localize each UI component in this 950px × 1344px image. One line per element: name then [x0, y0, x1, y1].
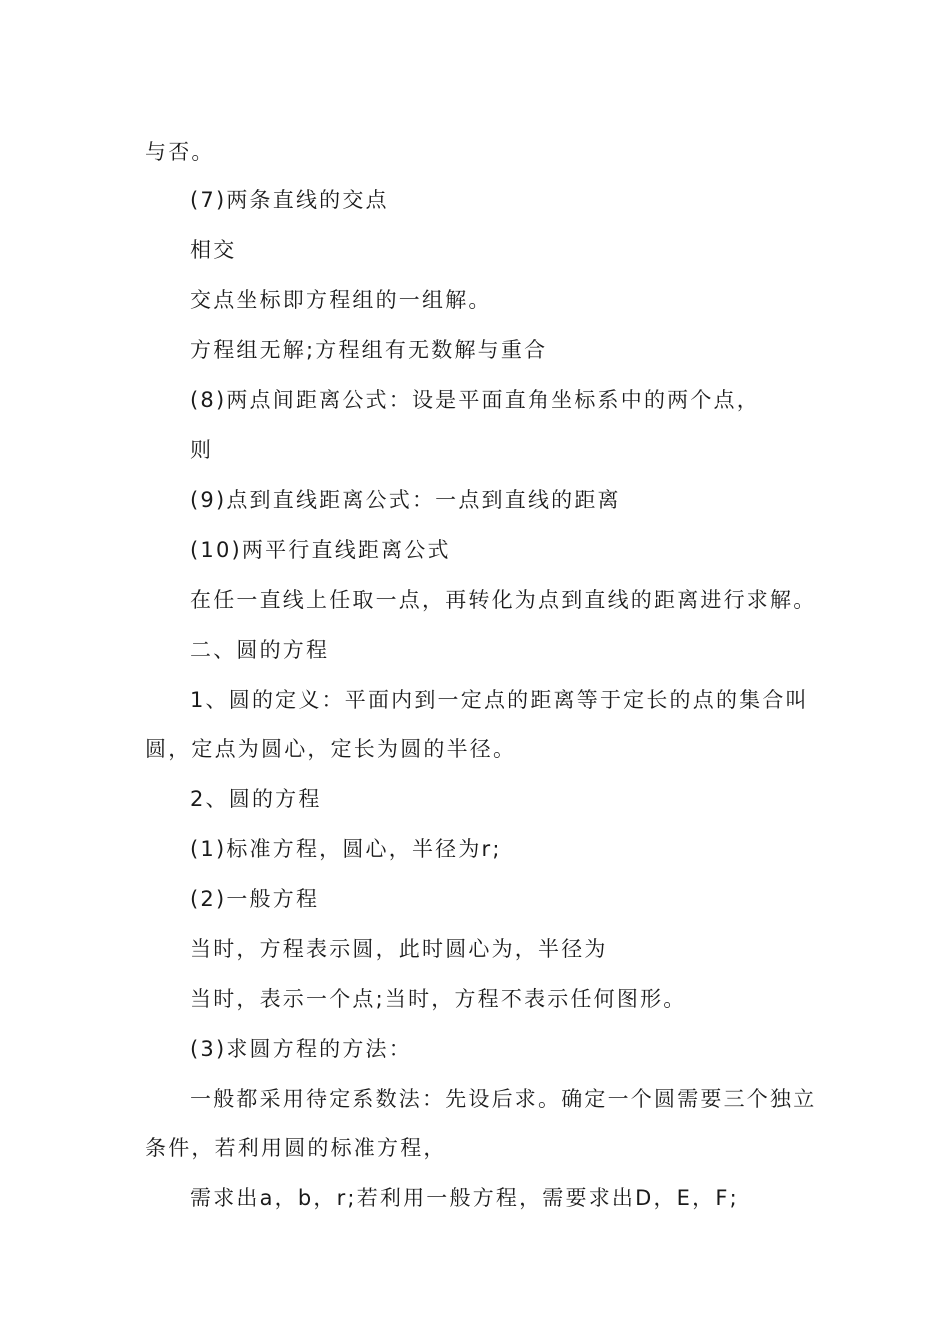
circle-definition-continuation: 圆，定点为圆心，定长为圆的半径。: [145, 737, 517, 761]
intersection-text: 交点坐标即方程组的一组解。: [190, 288, 492, 312]
general-equation-point-text: 当时，表示一个点;当时，方程不表示任何图形。: [190, 987, 687, 1011]
item-10-heading: (10)两平行直线距离公式: [190, 538, 451, 562]
undetermined-coefficients-text: 一般都采用待定系数法：先设后求。确定一个圆需要三个独立: [190, 1087, 817, 1111]
section-circle-heading: 二、圆的方程: [190, 638, 330, 662]
standard-equation-text: (1)标准方程，圆心，半径为r;: [190, 837, 502, 861]
item-9-heading: (9)点到直线距离公式：一点到直线的距离: [190, 488, 621, 512]
circle-equation-heading: 2、圆的方程: [190, 787, 322, 811]
item-8-heading: (8)两点间距离公式：设是平面直角坐标系中的两个点，: [190, 388, 760, 412]
item-7-heading: (7)两条直线的交点: [190, 188, 389, 212]
paragraph-continuation: 与否。: [145, 140, 215, 164]
required-parameters-text: 需求出a，b，r;若利用一般方程，需要求出D，E，F;: [190, 1186, 739, 1210]
general-equation-circle-text: 当时，方程表示圆，此时圆心为，半径为: [190, 937, 608, 961]
item-3-heading: (3)求圆方程的方法：: [190, 1037, 412, 1061]
parallel-distance-text: 在任一直线上任取一点，再转化为点到直线的距离进行求解。: [190, 588, 817, 612]
undetermined-coefficients-continuation: 条件，若利用圆的标准方程，: [145, 1136, 447, 1160]
no-solution-text: 方程组无解;方程组有无数解与重合: [190, 338, 548, 362]
circle-definition-text: 1、圆的定义：平面内到一定点的距离等于定长的点的集合叫: [190, 688, 809, 712]
general-equation-heading: (2)一般方程: [190, 887, 320, 911]
then-label: 则: [190, 438, 214, 462]
intersect-label: 相交: [190, 238, 237, 262]
